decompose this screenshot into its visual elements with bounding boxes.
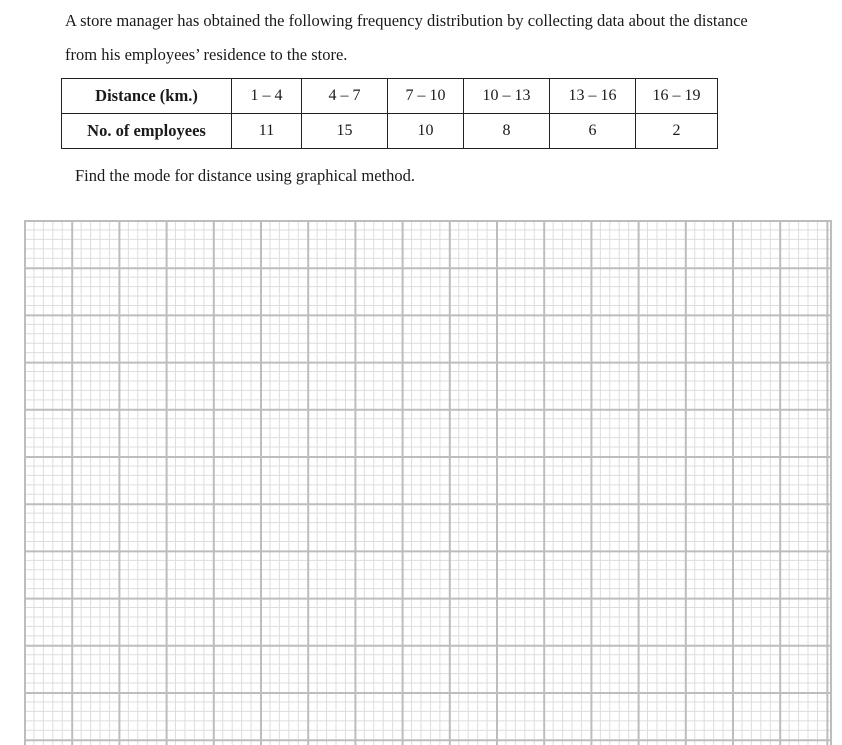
frequency-cell: 11 [232,114,302,149]
row-header-distance: Distance (km.) [62,79,232,114]
instruction-text: Find the mode for distance using graphical method. [75,166,416,185]
table-row-employees [62,114,718,149]
row-header-employees: No. of employees [62,114,232,149]
class-cell: 13 – 16 [550,79,636,114]
frequency-cell: 10 [388,114,464,149]
frequency-cell: 6 [550,114,636,149]
frequency-table [61,78,718,149]
class-cell: 7 – 10 [388,79,464,114]
class-cell: 1 – 4 [232,79,302,114]
graph-paper [24,220,832,745]
question-text [65,4,840,72]
question-line-2: from his employees’ residence to the store. [65,45,348,64]
question-line-1: A store manager has obtained the following frequency distribution by collecting data about the distance [65,11,748,30]
table-row-distance [62,79,718,114]
frequency-cell: 15 [302,114,388,149]
frequency-cell: 8 [464,114,550,149]
class-cell: 16 – 19 [636,79,718,114]
class-cell: 10 – 13 [464,79,550,114]
frequency-cell: 2 [636,114,718,149]
class-cell: 4 – 7 [302,79,388,114]
